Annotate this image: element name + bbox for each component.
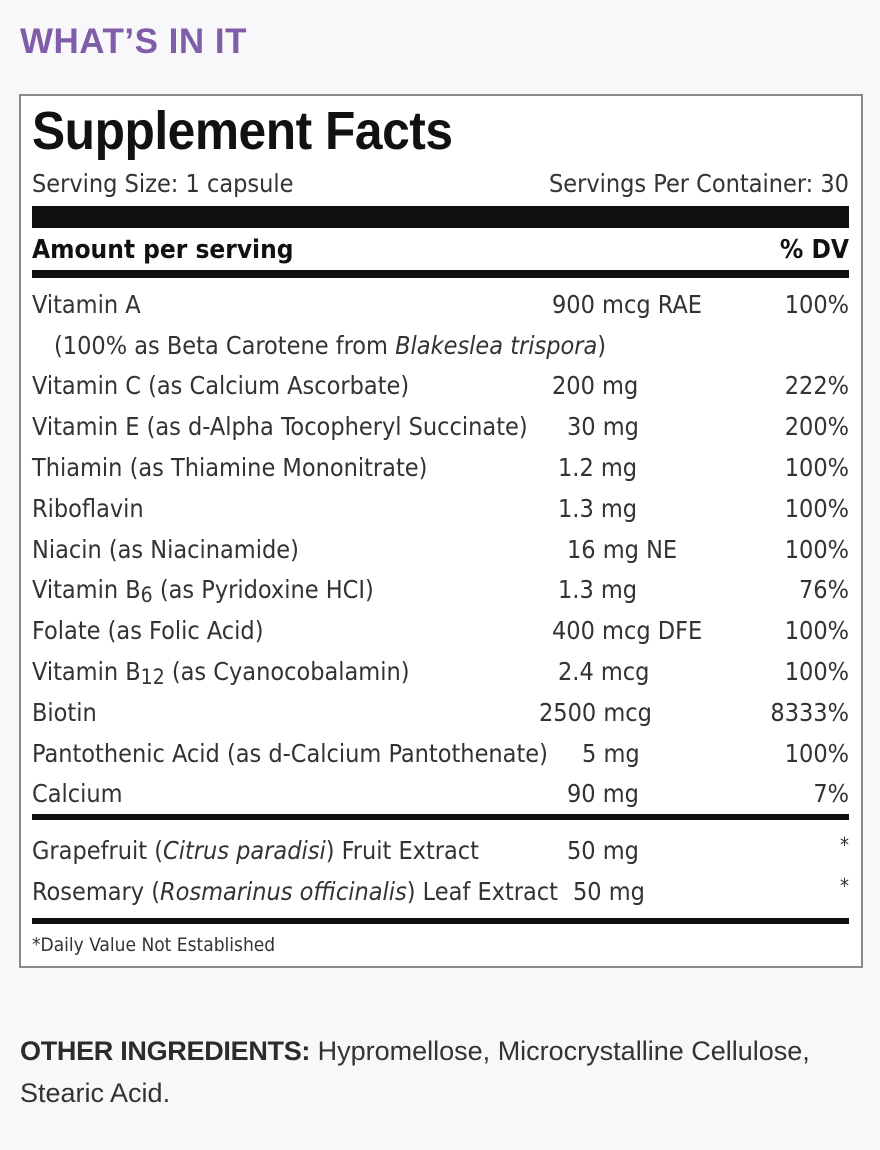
nutrient-amount: 1.3 mg xyxy=(558,575,638,605)
nutrient-amount: 200 mg xyxy=(552,371,639,401)
nutrient-name: Niacin (as Niacinamide) xyxy=(32,534,299,564)
nutrient-row xyxy=(32,610,849,651)
nutrient-source-row xyxy=(32,325,849,366)
nutrient-dv: 7% xyxy=(813,779,849,809)
nutrient-name: Thiamin (as Thiamine Mononitrate) xyxy=(32,453,428,483)
extract-species: Rosmarinus officinalis xyxy=(159,877,407,907)
nutrient-row xyxy=(32,447,849,488)
extract-dv: * xyxy=(840,873,849,898)
supplement-facts-panel xyxy=(19,94,863,968)
nutrient-dv: 100% xyxy=(784,453,849,483)
nutrient-list xyxy=(32,284,849,814)
nutrient-row xyxy=(32,651,849,692)
nutrient-amount: 1.2 mg xyxy=(558,453,638,483)
nutrient-row xyxy=(32,692,849,733)
divider-thin xyxy=(32,918,849,924)
nutrient-name xyxy=(32,657,552,690)
divider-thin xyxy=(32,814,849,820)
name-text: Vitamin B xyxy=(32,657,141,687)
nutrient-dv: 100% xyxy=(784,534,849,564)
other-ingredients-label: OTHER INGREDIENTS: xyxy=(20,1036,311,1066)
nutrient-amount: 1.3 mg xyxy=(558,493,638,523)
nutrient-row xyxy=(32,406,849,447)
extract-suffix: ) Leaf Extract xyxy=(406,877,558,907)
nutrient-dv: 100% xyxy=(784,289,849,319)
nutrient-name: Vitamin A xyxy=(32,289,141,319)
nutrient-row xyxy=(32,529,849,570)
other-ingredients xyxy=(20,1030,870,1114)
nutrient-dv: 76% xyxy=(799,575,849,605)
name-suffix: (as Pyridoxine HCI) xyxy=(152,575,374,605)
nutrient-dv: 222% xyxy=(784,371,849,401)
nutrient-name xyxy=(32,575,552,608)
nutrient-row xyxy=(32,733,849,774)
extract-name xyxy=(32,877,558,906)
nutrient-amount: 90 mg xyxy=(567,779,639,809)
nutrient-name: Pantothenic Acid (as d-Calcium Pantothenate) xyxy=(32,738,548,768)
nutrient-row xyxy=(32,570,849,611)
name-suffix: (as Cyanocobalamin) xyxy=(164,657,410,687)
nutrient-amount: 2.4 mcg xyxy=(558,657,650,687)
nutrient-name: Riboflavin xyxy=(32,493,144,523)
extract-row xyxy=(32,830,849,871)
dv-header: % DV xyxy=(779,235,849,265)
nutrient-amount: 5 mg xyxy=(582,738,640,768)
divider-medium xyxy=(32,270,849,278)
nutrient-dv: 100% xyxy=(784,738,849,768)
extract-text: Rosemary ( xyxy=(32,877,160,907)
divider-thick xyxy=(32,206,849,228)
name-subscript: 6 xyxy=(140,583,153,608)
serving-info xyxy=(32,170,849,198)
nutrient-amount: 2500 mcg xyxy=(539,697,652,727)
nutrient-dv: 100% xyxy=(784,657,849,687)
extract-dv: * xyxy=(840,832,849,857)
nutrient-amount: 900 mcg RAE xyxy=(552,289,702,319)
nutrient-source xyxy=(32,331,732,360)
nutrient-amount: 30 mg xyxy=(567,412,639,442)
nutrient-dv: 100% xyxy=(784,616,849,646)
footnote: *Daily Value Not Established xyxy=(32,933,276,956)
facts-title: Supplement Facts xyxy=(32,101,453,161)
amount-header-row xyxy=(32,235,849,265)
nutrient-name: Vitamin C (as Calcium Ascorbate) xyxy=(32,371,410,401)
nutrient-name: Biotin xyxy=(32,697,97,727)
nutrient-name: Calcium xyxy=(32,779,123,809)
serving-size: Serving Size: 1 capsule xyxy=(32,169,294,198)
other-ingredients-text: Hypromellose, Microcrystalline Cellulose, Stearic Acid. xyxy=(20,1036,810,1108)
extract-list xyxy=(32,830,849,912)
nutrient-dv: 8333% xyxy=(770,697,849,727)
extract-name xyxy=(32,836,552,865)
name-text: Vitamin B xyxy=(32,575,141,605)
amount-header: Amount per serving xyxy=(32,235,294,265)
extract-suffix: ) Fruit Extract xyxy=(325,836,479,866)
nutrient-amount: 16 mg NE xyxy=(567,534,678,564)
nutrient-dv: 100% xyxy=(784,493,849,523)
source-species: Blakeslea trispora xyxy=(395,330,598,360)
extract-row xyxy=(32,871,849,912)
extract-amount: 50 mg xyxy=(567,836,639,866)
extract-amount: 50 mg xyxy=(572,877,645,907)
nutrient-amount: 400 mcg DFE xyxy=(552,616,703,646)
nutrient-name: Vitamin E (as d-Alpha Tocopheryl Succinate) xyxy=(32,412,528,442)
source-text: (100% as Beta Carotene from xyxy=(54,330,396,360)
nutrient-row xyxy=(32,284,849,325)
nutrient-dv: 200% xyxy=(784,412,849,442)
nutrient-name: Folate (as Folic Acid) xyxy=(32,616,264,646)
nutrient-row xyxy=(32,774,849,815)
nutrient-row xyxy=(32,366,849,407)
section-title: WHAT’S IN IT xyxy=(20,22,247,61)
nutrient-row xyxy=(32,488,849,529)
servings-per-container: Servings Per Container: 30 xyxy=(548,169,849,198)
name-subscript: 12 xyxy=(140,665,165,690)
source-suffix: ) xyxy=(597,330,607,360)
extract-text: Grapefruit ( xyxy=(32,836,163,866)
extract-species: Citrus paradisi xyxy=(162,836,326,866)
